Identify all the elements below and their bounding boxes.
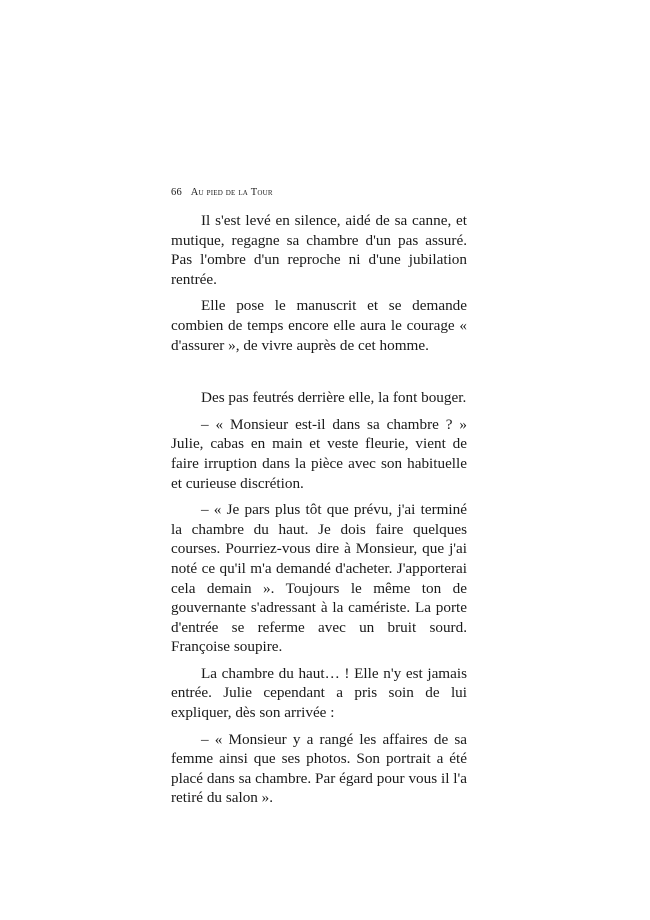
paragraph-5: – « Je pars plus tôt que prévu, j'ai terminé la chambre du haut. Je dois faire quelques courses. Pourriez-vous dire à Monsieur, que j'ai noté ce qu'il m'a demandé d'acheter. J'apporterai cela demain ». Toujours le même ton de gouvernante s'adressant à la camériste. La porte d'entrée se referme avec un bruit sourd. Françoise soupire.	[171, 501, 467, 656]
paragraph-1: Il s'est levé en silence, aidé de sa canne, et mutique, regagne sa chambre d'un pas assuré. Pas l'ombre d'un reproche ni d'une jubilation rentrée.	[171, 212, 467, 288]
paragraph-3: Des pas feutrés derrière elle, la font bouger.	[201, 389, 467, 407]
paragraph-7: – « Monsieur y a rangé les affaires de sa femme ainsi que ses photos. Son portrait a été placé dans sa chambre. Par égard pour vous il l'a retiré du salon ».	[171, 730, 467, 807]
running-title: Au pied de la Tour	[190, 187, 273, 198]
section-break	[171, 362, 467, 388]
paragraph-2: Elle pose le manuscrit et se demande combien de temps encore elle aura le courage « d'assurer », de vivre auprès de cet homme.	[171, 297, 467, 354]
book-page	[171, 186, 467, 815]
paragraph-4: – « Monsieur est-il dans sa chambre ? » Julie, cabas en main et veste fleurie, vient de faire irruption dans la pièce avec son habituelle et curieuse discrétion.	[171, 415, 467, 492]
page-number: 66	[171, 187, 182, 198]
running-head	[171, 186, 467, 199]
paragraph-6: La chambre du haut… ! Elle n'y est jamais entrée. Julie cependant a pris soin de lui expliquer, dès son arrivée :	[171, 664, 467, 722]
